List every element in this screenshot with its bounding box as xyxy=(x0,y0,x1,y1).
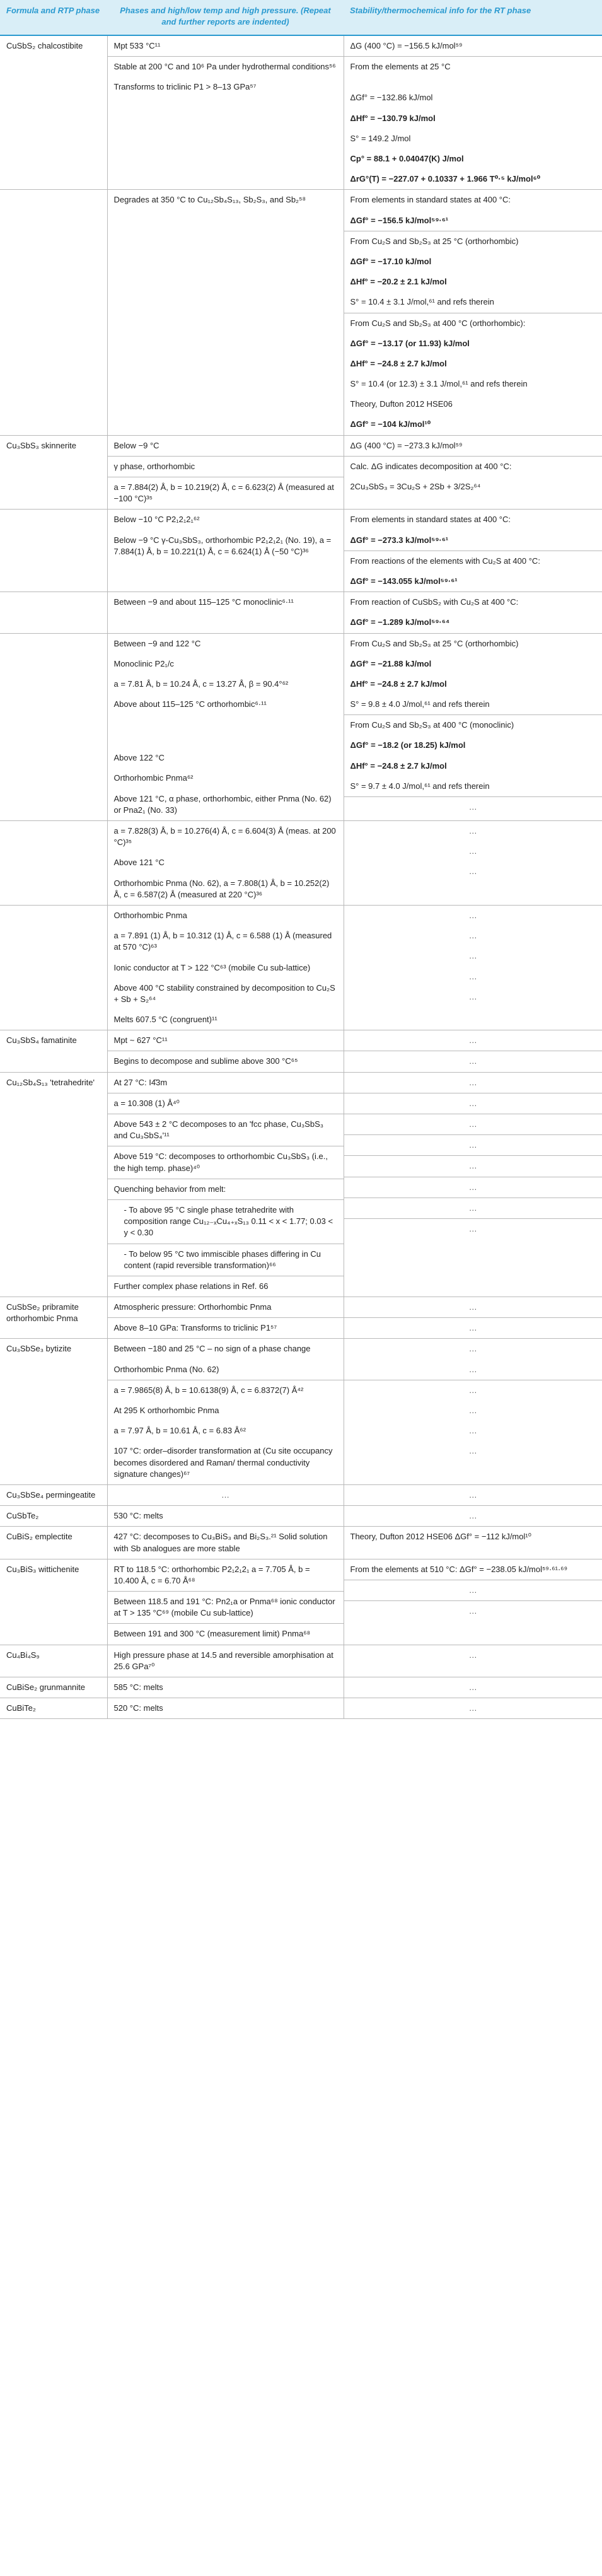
stability-line: … xyxy=(468,866,477,877)
stability-line: From Cu₂S and Sb₂S₃ at 400 °C (monoclinic) xyxy=(344,714,602,735)
formula-cell: CuSbS₂ chalcostibite xyxy=(0,35,107,190)
formula-cell xyxy=(0,905,107,1030)
stability-line: ΔGf° = −1.289 kJ/mol⁵⁹·⁶⁴ xyxy=(350,617,450,627)
phase-line: At 295 K orthorhombic Pnma xyxy=(113,1406,219,1416)
phase-line: Further complex phase relations in Ref. 66 xyxy=(108,1276,344,1297)
stability-info-cell xyxy=(344,35,602,190)
phase-line: Above 8–10 GPa: Transforms to triclinic P1⁵⁷ xyxy=(108,1317,344,1338)
stability-line: ΔGf° = −17.10 kJ/mol xyxy=(350,256,432,266)
formula-cell: Cu₄Bi₄S₉ xyxy=(0,1645,107,1677)
stability-line: … xyxy=(468,1035,477,1046)
phase-info-cell xyxy=(107,592,344,633)
phase-line: Between 191 and 300 °C (measurement limit) Pnma⁶⁸ xyxy=(108,1623,344,1644)
stability-line: ΔHf° = −24.8 ± 2.7 kJ/mol xyxy=(350,358,447,368)
phase-line: Degrades at 350 °C to Cu₁₂Sb₄S₁₃, Sb₂S₃, and Sb₂⁵⁸ xyxy=(113,195,306,205)
stability-line: Theory, Dufton 2012 HSE06 xyxy=(350,399,453,409)
phase-line: Between −180 and 25 °C – no sign of a phase change xyxy=(113,1344,311,1354)
stability-line: S° = 10.4 (or 12.3) ± 3.1 J/mol,⁶¹ and refs therein xyxy=(350,379,528,389)
stability-line: ΔG (400 °C) = −273.3 kJ/mol⁵⁹ xyxy=(350,440,463,450)
phase-line: 107 °C: order–disorder transformation at (Cu site occupancy becomes disordered and Raman/ thermal conductivity signature changes)⁶⁷ xyxy=(113,1446,333,1479)
stability-line: … xyxy=(344,1218,602,1239)
formula-cell xyxy=(0,633,107,821)
stability-line: … xyxy=(344,1134,602,1155)
phase-line: Monoclinic P2₁/c xyxy=(113,658,174,668)
phase-info-cell xyxy=(107,1297,344,1339)
phase-line: Orthorhombic Pnma xyxy=(113,910,187,920)
phase-line: … xyxy=(221,1489,229,1500)
stability-line: … xyxy=(344,796,602,817)
table-row xyxy=(0,821,602,906)
phase-line: Above 543 ± 2 °C decomposes to an 'fcc phase, Cu₃SbS₃ and Cu₃SbS₄'¹¹ xyxy=(108,1114,344,1146)
phase-line: Above 400 °C stability constrained by decomposition to Cu₂S + Sb + S₂⁶⁴ xyxy=(113,982,335,1004)
stability-line: … xyxy=(468,846,477,856)
phase-line: 520 °C: melts xyxy=(113,1703,163,1713)
phase-line: High pressure phase at 14.5 and reversible amorphisation at 25.6 GPa⁷⁰ xyxy=(113,1650,333,1671)
phase-line: Above about 115–125 °C orthorhombic⁶·¹¹ xyxy=(113,699,267,709)
table-header-row xyxy=(0,0,602,35)
table-row xyxy=(0,1484,602,1505)
stability-line: … xyxy=(468,1446,477,1456)
stability-line: … xyxy=(344,1177,602,1198)
stability-info-cell xyxy=(344,905,602,1030)
phase-line: RT to 118.5 °C: orthorhombic P2₁2₁2₁ a = 7.705 Å, b = 10.400 Å, c = 6.70 Å⁶⁸ xyxy=(113,1564,310,1585)
stability-line: ΔGf° = −143.055 kJ/mol⁵⁹·⁶¹ xyxy=(350,576,458,586)
phase-line: Above 121 °C xyxy=(113,858,165,868)
stability-line: … xyxy=(344,1198,602,1218)
phase-info-cell xyxy=(107,1527,344,1559)
phase-line: Orthorhombic Pnma (No. 62), a = 7.808(1) Å, b = 10.252(2) Å, c = 6.587(2) Å (measured at 220 °C)³⁶ xyxy=(113,878,330,899)
phase-line: a = 10.308 (1) Å⁴⁰ xyxy=(108,1093,344,1114)
stability-info-cell xyxy=(344,821,602,906)
phase-line: Orthorhombic Pnma (No. 62) xyxy=(113,1364,219,1374)
stability-line: … xyxy=(344,1580,602,1600)
table-row xyxy=(0,1072,602,1297)
phase-line: Below −9 °C γ-Cu₃SbS₃, orthorhombic P2₁2₁2₁ (No. 19), a = 7.884(1) Å, b = 10.221(1) Å, c = 6.624(1) Å (−50 °C)³⁶ xyxy=(113,535,332,556)
stability-line: … xyxy=(344,1600,602,1621)
stability-info-cell xyxy=(344,1030,602,1072)
stability-line: … xyxy=(468,1703,477,1713)
stability-line: From the elements at 510 °C: ΔGf° = −238.05 kJ/mol⁵⁹·⁶¹·⁶⁹ xyxy=(350,1564,568,1574)
phase-info-cell xyxy=(107,435,344,510)
stability-line: … xyxy=(344,1093,602,1114)
stability-line: ΔGf° = −156.5 kJ/mol⁵⁹·⁶¹ xyxy=(350,215,449,225)
phase-info-cell xyxy=(107,1484,344,1505)
phase-line: Orthorhombic Pnma⁶² xyxy=(113,773,194,783)
stability-line: ΔrG°(T) = −227.07 + 0.10337 + 1.966 T⁰·⁵ kJ/mol⁶⁰ xyxy=(350,174,541,184)
phase-line: Quenching behavior from melt: xyxy=(108,1179,344,1199)
phase-line: a = 7.891 (1) Å, b = 10.312 (1) Å, c = 6.588 (1) Å (measured at 570 °C)⁶³ xyxy=(113,931,332,952)
stability-line: From elements in standard states at 400 °C: xyxy=(350,515,511,525)
header-stability: Stability/thermochemical info for the RT phase xyxy=(344,0,602,35)
phase-line: 585 °C: melts xyxy=(113,1682,163,1693)
phase-line: Stable at 200 °C and 10⁶ Pa under hydrothermal conditions⁵⁶ xyxy=(108,56,344,77)
phase-line: 427 °C: decomposes to Cu₃BiS₃ and Bi₂S₃.²¹ Solid solution with Sb analogues are more stable xyxy=(113,1532,328,1553)
stability-line: … xyxy=(468,1077,477,1087)
phase-line: Between −9 and 122 °C xyxy=(113,638,201,648)
phase-info-cell xyxy=(107,821,344,906)
stability-line: From Cu₂S and Sb₂S₃ at 25 °C (orthorhombic) xyxy=(344,231,602,252)
phase-info-cell xyxy=(107,1506,344,1527)
formula-cell: Cu₃BiS₃ wittichenite xyxy=(0,1559,107,1645)
stability-line: … xyxy=(468,1426,477,1436)
phase-line: Atmospheric pressure: Orthorhombic Pnma xyxy=(113,1302,272,1312)
phase-line: a = 7.81 Å, b = 10.24 Å, c = 13.27 Å, β = 90.4°⁶² xyxy=(113,679,289,689)
stability-info-cell xyxy=(344,1339,602,1485)
phase-line: At 27 °C: I4̄3m xyxy=(113,1077,168,1087)
phase-info-cell xyxy=(107,1559,344,1645)
stability-info-cell xyxy=(344,633,602,821)
table-row xyxy=(0,1559,602,1645)
phase-line: Between 118.5 and 191 °C: Pn2₁a or Pnma⁶⁸ ionic conductor at T > 135 °C⁶⁹ (mobile Cu sub-lattice) xyxy=(108,1591,344,1623)
stability-line: From elements in standard states at 400 °C: xyxy=(350,195,511,205)
stability-info-cell xyxy=(344,1072,602,1297)
phase-line: a = 7.97 Å, b = 10.61 Å, c = 6.83 Å⁶² xyxy=(113,1426,246,1436)
stability-line: ΔG (400 °C) = −156.5 kJ/mol⁵⁹ xyxy=(350,41,463,51)
stability-info-cell xyxy=(344,1506,602,1527)
stability-line: … xyxy=(468,1344,477,1354)
table-row xyxy=(0,1506,602,1527)
stability-line: From the elements at 25 °C xyxy=(344,56,602,77)
phase-line: a = 7.884(2) Å, b = 10.219(2) Å, c = 6.623(2) Å (measured at −100 °C)³⁵ xyxy=(108,477,344,509)
formula-cell: CuBiTe₂ xyxy=(0,1698,107,1719)
stability-line: … xyxy=(468,1364,477,1374)
formula-cell: Cu₃SbSe₃ bytizite xyxy=(0,1339,107,1485)
phase-line: Ionic conductor at T > 122 °C⁶³ (mobile Cu sub-lattice) xyxy=(113,962,311,972)
header-phases: Phases and high/low temp and high pressure. (Repeat and further reports are indented) xyxy=(107,0,344,35)
table-row xyxy=(0,510,602,592)
phase-line: Below −9 °C xyxy=(113,440,159,450)
stability-line: From reaction of CuSbS₂ with Cu₂S at 400 °C: xyxy=(350,597,519,607)
stability-info-cell xyxy=(344,1645,602,1677)
phase-line: Between −9 and about 115–125 °C monoclinic⁶·¹¹ xyxy=(113,597,294,607)
phase-info-cell xyxy=(107,1698,344,1719)
phase-info-cell xyxy=(107,1072,344,1297)
stability-line: ΔGf° = −104 kJ/mol¹⁰ xyxy=(350,419,431,429)
formula-cell xyxy=(0,510,107,592)
phase-info-cell xyxy=(107,1339,344,1485)
table-row xyxy=(0,1645,602,1677)
stability-info-cell xyxy=(344,510,602,592)
phase-line: Mpt 533 °C¹¹ xyxy=(113,41,161,51)
phase-line: Above 122 °C xyxy=(113,753,165,763)
formula-cell: Cu₃SbSe₄ permingeatite xyxy=(0,1484,107,1505)
formula-cell: CuBiSe₂ grunmannite xyxy=(0,1677,107,1698)
stability-line: S° = 9.8 ± 4.0 J/mol,⁶¹ and refs therein xyxy=(350,699,490,709)
stability-info-cell xyxy=(344,190,602,435)
stability-line: S° = 9.7 ± 4.0 J/mol,⁶¹ and refs therein xyxy=(350,781,490,791)
table-row xyxy=(0,633,602,821)
stability-line: … xyxy=(344,1051,602,1071)
formula-cell: Cu₃SbS₄ famatinite xyxy=(0,1030,107,1072)
stability-line: ΔGf° = −18.2 (or 18.25) kJ/mol xyxy=(350,740,466,750)
stability-line: 2Cu₃SbS₃ = 3Cu₂S + 2Sb + 3/2S₂⁶⁴ xyxy=(350,482,481,492)
stability-line: … xyxy=(344,1317,602,1338)
table-row xyxy=(0,905,602,1030)
header-formula: Formula and RTP phase xyxy=(0,0,107,35)
stability-line: ΔGf° = −132.86 kJ/mol xyxy=(350,93,433,103)
stability-info-cell xyxy=(344,1698,602,1719)
stability-line: Theory, Dufton 2012 HSE06 ΔGf° = −112 kJ/mol¹⁰ xyxy=(350,1532,531,1542)
stability-line: … xyxy=(468,1489,477,1500)
phase-line: Begins to decompose and sublime above 300 °C⁶⁵ xyxy=(108,1051,344,1071)
stability-line: ΔGf° = −273.3 kJ/mol⁵⁹·⁶¹ xyxy=(350,535,449,545)
stability-line: Calc. ΔG indicates decomposition at 400 °C: xyxy=(344,456,602,477)
stability-line: … xyxy=(468,991,477,1001)
stability-info-cell xyxy=(344,1527,602,1559)
stability-info-cell xyxy=(344,1297,602,1339)
stability-line: … xyxy=(468,826,477,836)
phase-line: Above 121 °C, α phase, orthorhombic, either Pnma (No. 62) or Pna2₁ (No. 33) xyxy=(113,793,332,815)
phase-line: Mpt ~ 627 °C¹¹ xyxy=(113,1035,168,1046)
table-row xyxy=(0,1698,602,1719)
phase-line: - To above 95 °C single phase tetrahedrite with composition range Cu₁₂₋ₓCu₄₊ₓS₁₃ 0.11 < x < 1.77; 0.03 < y < 0.30 xyxy=(108,1199,344,1244)
phase-info-cell xyxy=(107,35,344,190)
table-body xyxy=(0,35,602,1719)
stability-info-cell xyxy=(344,1677,602,1698)
formula-cell xyxy=(0,821,107,906)
stability-info-cell xyxy=(344,1484,602,1505)
stability-line: From Cu₂S and Sb₂S₃ at 25 °C (orthorhombic) xyxy=(350,638,519,648)
table-row xyxy=(0,1677,602,1698)
table-row xyxy=(0,1527,602,1559)
table-row xyxy=(0,592,602,633)
stability-line: Cp° = 88.1 + 0.04047(K) J/mol xyxy=(350,154,464,164)
stability-line: … xyxy=(468,910,477,920)
table-row xyxy=(0,190,602,435)
phase-info-cell xyxy=(107,190,344,435)
stability-line: ΔHf° = −24.8 ± 2.7 kJ/mol xyxy=(350,679,447,689)
stability-line: … xyxy=(468,931,477,941)
table-row xyxy=(0,35,602,190)
phase-line: Above 519 °C: decomposes to orthorhombic Cu₃SbS₃ (i.e., the high temp. phase)⁴⁰ xyxy=(108,1146,344,1178)
stability-info-cell xyxy=(344,435,602,510)
stability-line: S° = 10.4 ± 3.1 J/mol,⁶¹ and refs therein xyxy=(350,297,494,307)
phase-line: - To below 95 °C two immiscible phases differing in Cu content (rapid reversible transformation)⁶⁶ xyxy=(108,1244,344,1276)
table-row xyxy=(0,1030,602,1072)
formula-cell: Cu₁₂Sb₄S₁₃ 'tetrahedrite' xyxy=(0,1072,107,1297)
formula-cell: CuSbSe₂ pribramite orthorhombic Pnma xyxy=(0,1297,107,1339)
stability-line: From Cu₂S and Sb₂S₃ at 400 °C (orthorhombic): xyxy=(344,313,602,334)
phase-line: a = 7.828(3) Å, b = 10.276(4) Å, c = 6.604(3) Å (meas. at 200 °C)³⁵ xyxy=(113,826,336,848)
phase-line: Below −10 °C P2₁2₁2₁⁶² xyxy=(113,515,200,525)
stability-line: … xyxy=(468,1406,477,1416)
stability-line: … xyxy=(468,1302,477,1312)
phase-line: a = 7.9865(8) Å, b = 10.6138(9) Å, c = 6.8372(7) Å⁴² xyxy=(108,1380,344,1401)
stability-line: … xyxy=(468,951,477,961)
stability-line: … xyxy=(468,1511,477,1521)
table-row xyxy=(0,1339,602,1485)
phase-info-cell xyxy=(107,1030,344,1072)
stability-line: ΔHf° = −130.79 kJ/mol xyxy=(350,113,436,123)
stability-info-cell xyxy=(344,1559,602,1645)
stability-line: … xyxy=(344,1155,602,1176)
phase-line: Melts 607.5 °C (congruent)¹¹ xyxy=(113,1015,217,1025)
phase-line: Transforms to triclinic P1 > 8–13 GPa⁵⁷ xyxy=(113,82,257,92)
phase-info-cell xyxy=(107,510,344,592)
stability-line: S° = 149.2 J/mol xyxy=(350,133,411,143)
stability-line: From reactions of the elements with Cu₂S at 400 °C: xyxy=(344,551,602,571)
stability-line: ΔGf° = −21.88 kJ/mol xyxy=(350,658,432,668)
formula-cell xyxy=(0,190,107,435)
stability-line: … xyxy=(344,1114,602,1134)
formula-cell xyxy=(0,592,107,633)
formula-cell: Cu₃SbS₃ skinnerite xyxy=(0,435,107,510)
table-row xyxy=(0,435,602,510)
phase-info-cell xyxy=(107,1645,344,1677)
phase-info-cell xyxy=(107,633,344,821)
formula-cell: CuSbTe₂ xyxy=(0,1506,107,1527)
phase-line: γ phase, orthorhombic xyxy=(108,456,344,477)
stability-line: … xyxy=(344,1380,602,1401)
stability-line: ΔHf° = −20.2 ± 2.1 kJ/mol xyxy=(350,277,447,287)
stability-line: … xyxy=(468,1650,477,1660)
stability-line: ΔGf° = −13.17 (or 11.93) kJ/mol xyxy=(350,338,470,348)
table-row xyxy=(0,1297,602,1339)
formula-cell: CuBiS₂ emplectite xyxy=(0,1527,107,1559)
stability-info-cell xyxy=(344,592,602,633)
stability-line: ΔHf° = −24.8 ± 2.7 kJ/mol xyxy=(350,761,447,771)
stability-line: … xyxy=(468,1682,477,1693)
phase-info-cell xyxy=(107,905,344,1030)
stability-line: … xyxy=(468,971,477,981)
phase-info-cell xyxy=(107,1677,344,1698)
phase-line: 530 °C: melts xyxy=(113,1511,163,1521)
